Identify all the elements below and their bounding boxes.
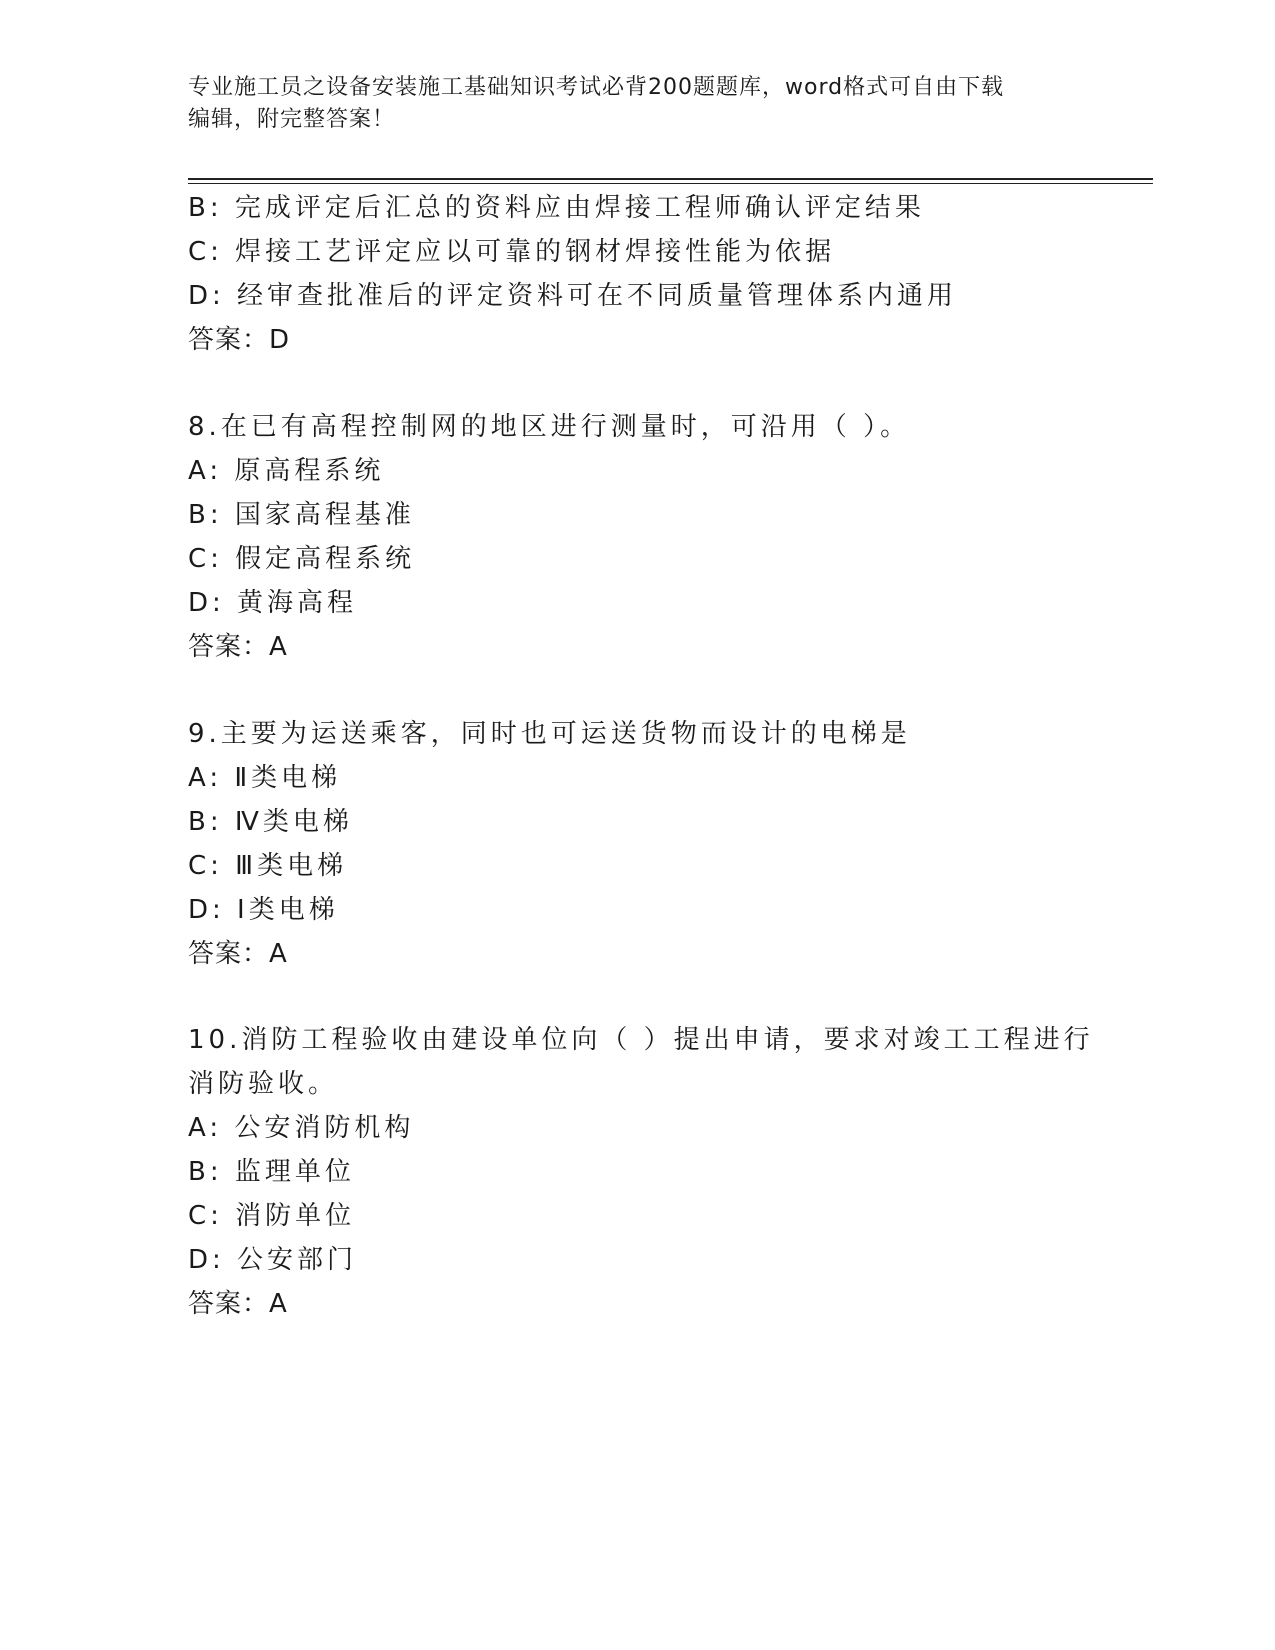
q7-option-d: D: 经审查批准后的评定资料可在不同质量管理体系内通用 [188,281,958,311]
q8-answer: 答案：A [188,632,288,662]
q9-option-a: A: Ⅱ类电梯 [188,763,342,793]
header-title-line1: 专业施工员之设备安装施工基础知识考试必背200题题库，word格式可自由下载 [188,75,1005,100]
document-header [188,72,1068,136]
q8-option-b: B: 国家高程基准 [188,500,415,530]
q10-option-a: A: 公安消防机构 [188,1113,415,1143]
header-divider-thick [188,178,1153,180]
header-divider-thin [188,183,1153,184]
q8-option-a: A: 原高程系统 [188,456,385,486]
q10-answer: 答案：A [188,1289,288,1319]
q9-question: 9.主要为运送乘客，同时也可运送货物而设计的电梯是 [188,719,911,749]
q10-option-d: D: 公安部门 [188,1245,358,1275]
q10-option-b: B: 监理单位 [188,1157,355,1187]
header-title-line2: 编辑，附完整答案！ [188,107,396,132]
q9-option-c: C: Ⅲ类电梯 [188,851,348,881]
q9-option-b: B: Ⅳ类电梯 [188,807,353,837]
q9-option-d: D: Ⅰ类电梯 [188,895,339,925]
q7-option-b: B: 完成评定后汇总的资料应由焊接工程师确认评定结果 [188,193,925,223]
q8-question: 8.在已有高程控制网的地区进行测量时，可沿用（ ）。 [188,412,911,442]
q9-answer: 答案：A [188,939,288,969]
q7-answer: 答案：D [188,325,291,355]
q10-question-line1: 10.消防工程验收由建设单位向（ ）提出申请，要求对竣工工程进行 [188,1025,1094,1055]
q8-option-d: D: 黄海高程 [188,588,358,618]
q10-question-line2: 消防验收。 [188,1069,339,1099]
q10-option-c: C: 消防单位 [188,1201,356,1231]
q8-option-c: C: 假定高程系统 [188,544,416,574]
q7-option-c: C: 焊接工艺评定应以可靠的钢材焊接性能为依据 [188,237,836,267]
